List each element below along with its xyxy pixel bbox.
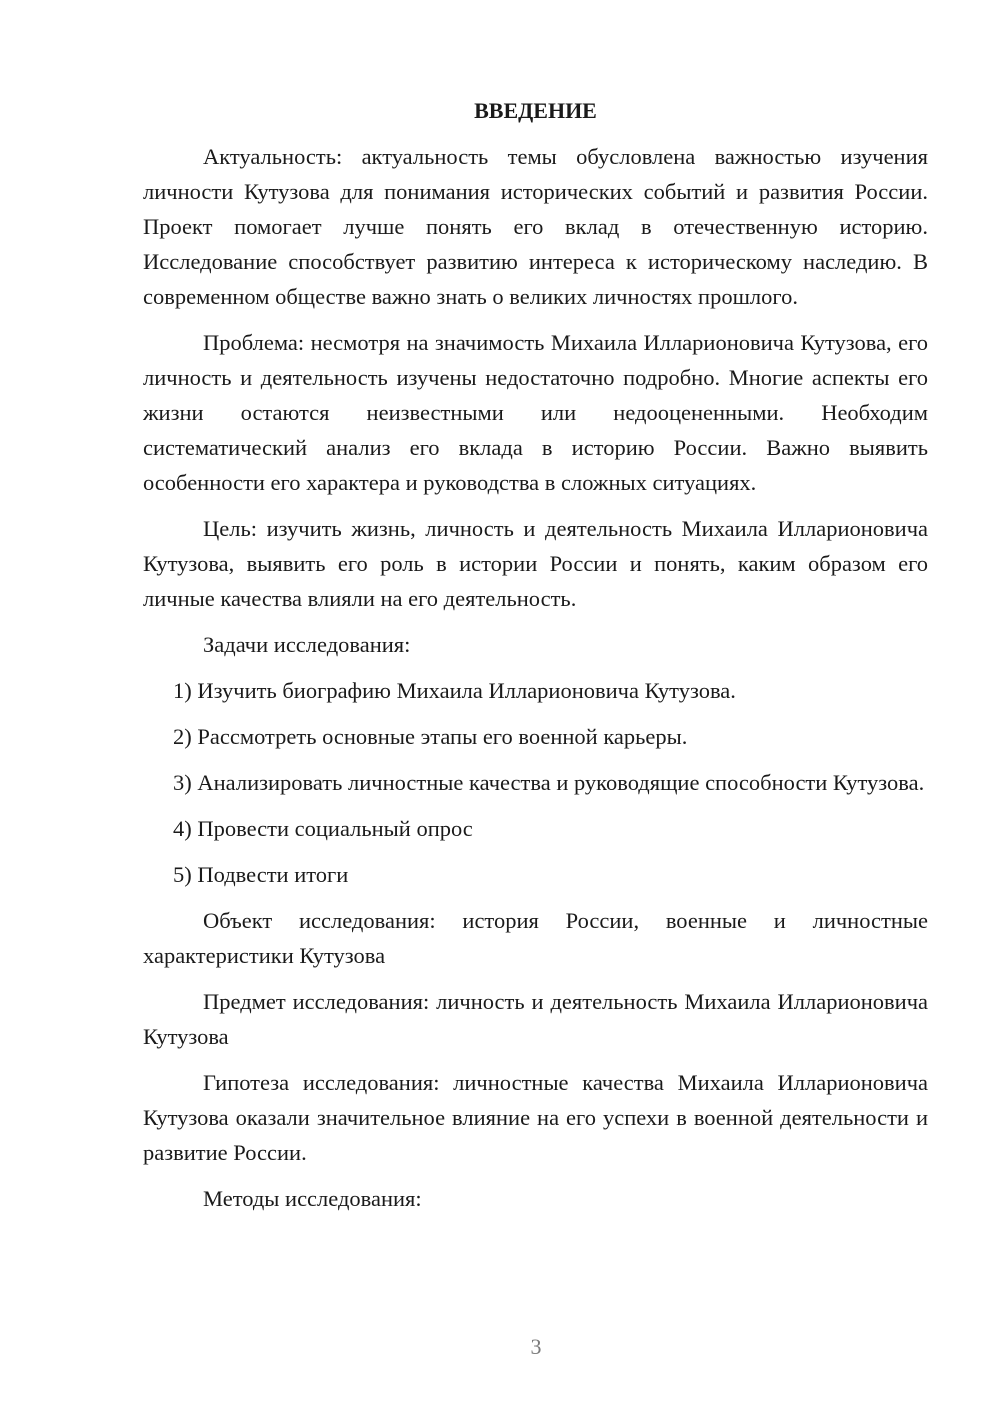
methods-heading: Методы исследования:: [203, 1186, 422, 1211]
hypothesis-paragraph: Гипотеза исследования: личностные качества Михаила Илларионовича Кутузова оказали значительное влияние на его успехи в военной деятельности и развитие России.: [143, 1070, 928, 1165]
page-content: [143, 93, 928, 1227]
task-item: 2) Рассмотреть основные этапы его военной карьеры.: [173, 724, 688, 749]
task-item: 4) Провести социальный опрос: [173, 816, 473, 841]
page-title: ВВЕДЕНИЕ: [474, 98, 597, 123]
relevance-paragraph: Актуальность: актуальность темы обусловлена важностью изучения личности Кутузова для понимания исторических событий и развития России. Проект помогает лучше понять его вклад в отечественную историю. Исследование способствует развитию интереса к историческому наследию. В современном обществе важно знать о великих личностях прошлого.: [143, 144, 928, 309]
task-item: 5) Подвести итоги: [173, 862, 349, 887]
goal-paragraph: Цель: изучить жизнь, личность и деятельность Михаила Илларионовича Кутузова, выявить его роль в истории России и понять, каким образом его личные качества влияли на его деятельность.: [143, 516, 928, 611]
task-item: 1) Изучить биографию Михаила Илларионовича Кутузова.: [173, 678, 736, 703]
object-paragraph: Объект исследования: история России, военные и личностные характеристики Кутузова: [143, 908, 928, 968]
task-item: 3) Анализировать личностные качества и руководящие способности Кутузова.: [173, 770, 925, 795]
page-number: 3: [530, 1334, 542, 1359]
problem-paragraph: Проблема: несмотря на значимость Михаила Илларионовича Кутузова, его личность и деятельность изучены недостаточно подробно. Многие аспекты его жизни остаются неизвестными или недооцененными. Необходим систематический анализ его вклада в историю России. Важно выявить особенности его характера и руководства в сложных ситуациях.: [143, 330, 928, 495]
subject-paragraph: Предмет исследования: личность и деятельность Михаила Илларионовича Кутузова: [143, 989, 928, 1049]
tasks-heading: Задачи исследования:: [203, 632, 411, 657]
